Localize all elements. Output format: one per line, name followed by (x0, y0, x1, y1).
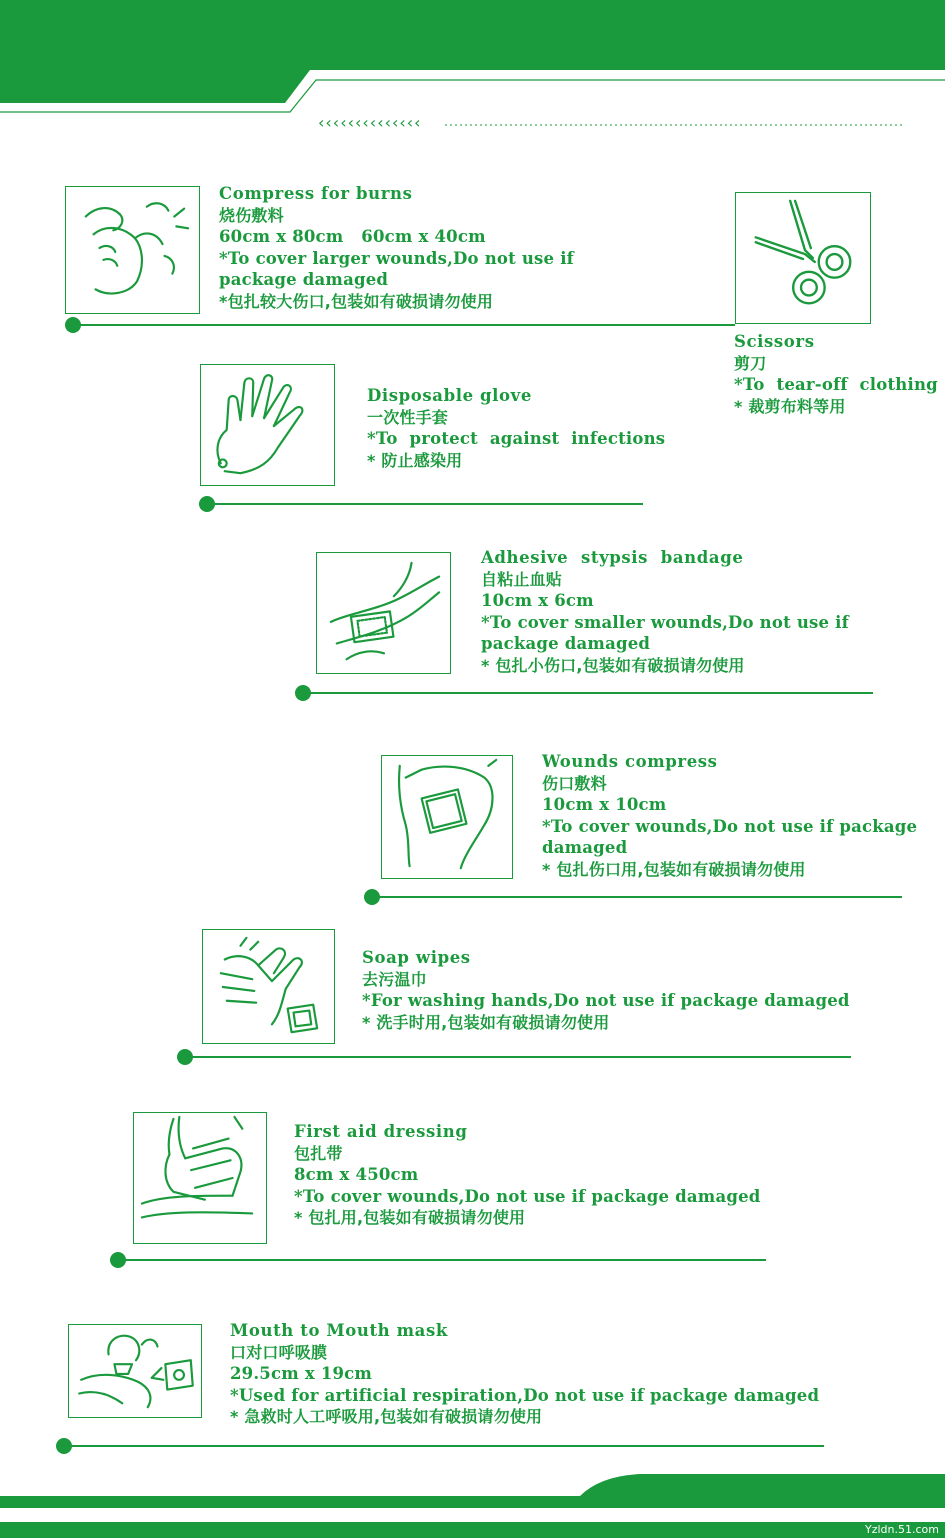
item-scissors (734, 331, 938, 417)
item-title-zh: 口对口呼吸膜 (230, 1342, 328, 1362)
item-title: Adhesive stypsis bandage (481, 548, 744, 567)
item-note-en-cont: package damaged (219, 270, 389, 289)
item-note-en: *To protect against infections (367, 429, 666, 448)
divider-line (303, 692, 873, 694)
dressing-icon (134, 1113, 266, 1243)
item-title-zh: 包扎带 (294, 1143, 343, 1163)
watermark: Yzldn.51.com (865, 1523, 939, 1536)
item-title-zh: 剪刀 (734, 353, 767, 373)
item-spec: 60cm x 80cm 60cm x 40cm (219, 227, 486, 246)
item-title: Scissors (734, 332, 815, 351)
item-mask (230, 1320, 819, 1428)
item-dressing (294, 1121, 761, 1229)
item-title-zh: 自粘止血贴 (481, 569, 563, 589)
item-spec: 29.5cm x 19cm (230, 1364, 373, 1383)
divider-line (118, 1259, 766, 1261)
scissors-image (735, 192, 871, 324)
item-title: Disposable glove (367, 386, 532, 405)
item-note-en: *To cover wounds,Do not use if package damaged (294, 1186, 761, 1206)
item-note-zh: * 包扎伤口用,包装如有破损请勿使用 (542, 859, 806, 879)
mask-icon (69, 1325, 201, 1417)
item-title-zh: 伤口敷料 (542, 773, 607, 793)
glove-icon (201, 365, 334, 485)
item-soap-wipes (362, 947, 850, 1033)
mask-image (68, 1324, 202, 1418)
soap-wipes-image (202, 929, 335, 1044)
item-spec: 8cm x 450cm (294, 1165, 419, 1184)
wound-compress-image (381, 755, 513, 879)
header-chevrons: ‹‹‹‹‹‹‹‹‹‹‹‹‹‹ (318, 113, 422, 132)
item-title-zh: 一次性手套 (367, 407, 449, 427)
soap-wipes-icon (203, 930, 334, 1043)
footer-band (0, 1470, 945, 1538)
item-spec: 10cm x 6cm (481, 591, 594, 610)
item-note-zh: * 包扎小伤口,包装如有破损请勿使用 (481, 655, 745, 675)
item-title-zh: 烧伤敷料 (219, 205, 284, 225)
item-note-zh: * 防止感染用 (367, 450, 463, 470)
glove-image (200, 364, 335, 486)
divider-line (73, 324, 735, 326)
item-note-en: *Used for artificial respiration,Do not use if package damaged (230, 1385, 820, 1405)
item-title-zh: 去污温巾 (362, 969, 427, 989)
divider-line (207, 503, 643, 505)
scissors-icon (736, 193, 870, 323)
item-title: Mouth to Mouth mask (230, 1321, 448, 1340)
burn-compress-image (65, 186, 200, 314)
item-note-en: *For washing hands,Do not use if package damaged (362, 991, 850, 1010)
item-note-en-cont: package damaged (481, 634, 651, 653)
item-title: Wounds compress (542, 752, 718, 771)
item-glove (367, 385, 665, 471)
item-note-en: *To cover larger wounds,Do not use if (219, 248, 574, 268)
item-title: Compress for burns (219, 184, 413, 203)
header-band (0, 0, 945, 140)
dressing-image (133, 1112, 267, 1244)
item-note-en: *To cover smaller wounds,Do not use if (481, 612, 849, 632)
item-burn-compress (219, 183, 574, 312)
divider-line (372, 896, 902, 898)
item-note-zh: *包扎较大伤口,包装如有破损请勿使用 (219, 291, 494, 311)
item-note-zh: * 裁剪布料等用 (734, 396, 846, 416)
wound-compress-icon (382, 756, 512, 878)
divider-line (64, 1445, 824, 1447)
item-note-zh: * 包扎用,包装如有破损请勿使用 (294, 1208, 526, 1227)
item-note-en-cont: damaged (542, 838, 628, 857)
item-note-zh: * 洗手时用,包装如有破损请勿使用 (362, 1012, 610, 1032)
bandage-image (316, 552, 451, 674)
divider-line (185, 1056, 851, 1058)
item-note-en: *To cover wounds,Do not use if package (542, 816, 918, 836)
item-note-en: *To tear-off clothing (734, 375, 938, 394)
burn-compress-icon (66, 187, 199, 313)
item-note-zh: * 急救时人工呼吸用,包装如有破损请勿使用 (230, 1407, 543, 1426)
item-title: Soap wipes (362, 948, 471, 967)
bandage-icon (317, 553, 450, 673)
item-wound-compress (542, 751, 917, 880)
item-spec: 10cm x 10cm (542, 795, 667, 814)
item-title: First aid dressing (294, 1122, 468, 1141)
item-bandage (481, 547, 849, 676)
